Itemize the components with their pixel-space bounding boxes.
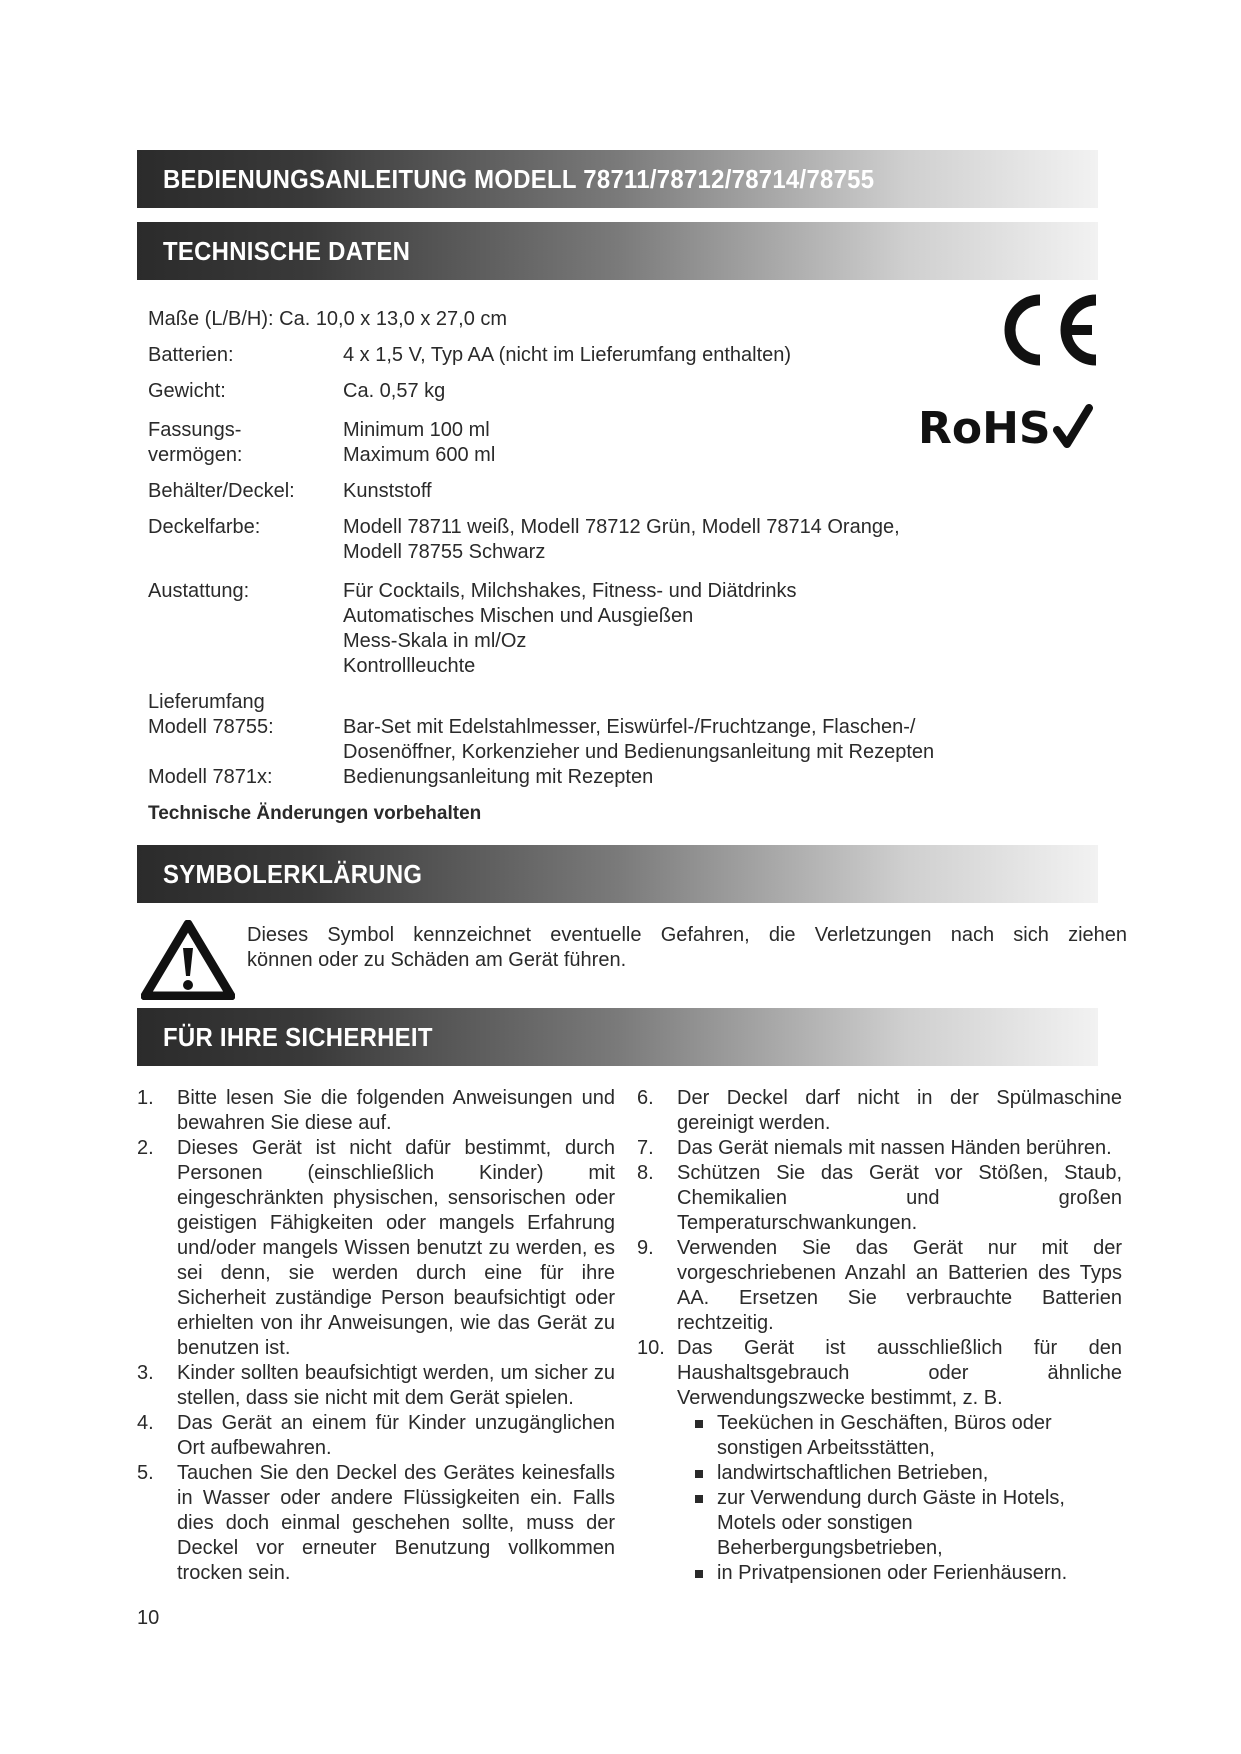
section-heading-technical bbox=[137, 222, 1098, 280]
spec-model-x-label: Modell 7871x: bbox=[148, 766, 273, 788]
list-item-text: Der Deckel darf nicht in der Spülmaschine gereinigt werden. bbox=[677, 1087, 1122, 1134]
list-item-number: 7. bbox=[637, 1137, 654, 1159]
page-number: 10 bbox=[137, 1607, 160, 1629]
list-item bbox=[137, 1361, 615, 1411]
spec-material-value: Kunststoff bbox=[343, 480, 432, 502]
warning-triangle-icon bbox=[141, 920, 235, 1000]
sub-list-item-text: landwirtschaftlichen Betrieben, bbox=[717, 1462, 989, 1484]
spec-delivery-label-1: Lieferumfang bbox=[148, 691, 265, 713]
checkmark-icon bbox=[1053, 404, 1093, 450]
ce-mark-icon bbox=[1000, 290, 1100, 370]
list-item bbox=[137, 1136, 615, 1361]
list-item-number: 5. bbox=[137, 1462, 154, 1484]
bullet-square-icon bbox=[695, 1420, 703, 1428]
document-title-banner bbox=[137, 150, 1098, 208]
list-item-number: 4. bbox=[137, 1412, 154, 1434]
spec-feature-item: Für Cocktails, Milchshakes, Fitness- und Diätdrinks bbox=[343, 580, 797, 602]
list-item-text: Das Gerät an einem für Kinder unzugänglichen Ort aufbewahren. bbox=[177, 1412, 615, 1459]
sub-list-item bbox=[637, 1561, 1122, 1586]
list-item bbox=[137, 1411, 615, 1461]
spec-color-label: Deckelfarbe: bbox=[148, 516, 261, 538]
list-item bbox=[637, 1161, 1122, 1236]
sub-list-item bbox=[637, 1461, 1122, 1486]
spec-delivery-label-2: Modell 78755: bbox=[148, 716, 274, 738]
sub-list-item-text: zur Verwendung durch Gäste in Hotels, Motels oder sonstigen Beherbergungsbetrieben, bbox=[717, 1487, 1065, 1559]
symbol-text-line-2: können oder zu Schäden am Gerät führen. bbox=[247, 949, 627, 971]
spec-note: Technische Änderungen vorbehalten bbox=[148, 803, 482, 824]
spec-capacity-label-1: Fassungs- bbox=[148, 419, 242, 441]
list-item-text: Bitte lesen Sie die folgenden Anweisungen und bewahren Sie diese auf. bbox=[177, 1087, 615, 1134]
list-item bbox=[137, 1461, 615, 1586]
spec-feature-item: Kontrollleuchte bbox=[343, 655, 476, 677]
list-item-number: 10. bbox=[637, 1337, 665, 1359]
spec-features-label: Austattung: bbox=[148, 580, 250, 602]
section-heading-safety bbox=[137, 1008, 1098, 1066]
spec-model-x-value: Bedienungsanleitung mit Rezepten bbox=[343, 766, 654, 788]
spec-delivery-value-2: Dosenöffner, Korkenzieher und Bedienungsanleitung mit Rezepten bbox=[343, 741, 935, 763]
list-item-number: 1. bbox=[137, 1087, 154, 1109]
sub-list-item bbox=[637, 1411, 1122, 1461]
list-item-number: 3. bbox=[137, 1362, 154, 1384]
rohs-mark bbox=[918, 404, 1093, 454]
spec-batteries-label: Batterien: bbox=[148, 344, 234, 366]
list-item-text: Tauchen Sie den Deckel des Gerätes keinesfalls in Wasser oder andere Flüssigkeiten ein. Falls dies doch einmal geschehen sollte, muss der Deckel vor erneuter Benutzung vollkommen trocken sein. bbox=[177, 1462, 615, 1584]
spec-weight-value: Ca. 0,57 kg bbox=[343, 380, 446, 402]
sub-list-item bbox=[637, 1486, 1122, 1561]
safety-list-left bbox=[137, 1086, 615, 1586]
list-item-number: 6. bbox=[637, 1087, 654, 1109]
spec-capacity-label-2: vermögen: bbox=[148, 444, 243, 466]
list-item-text: Schützen Sie das Gerät vor Stößen, Staub, Chemikalien und großen Temperaturschwankungen. bbox=[677, 1162, 1122, 1234]
section-heading-symbols-text: SYMBOLERKLÄRUNG bbox=[163, 859, 423, 889]
list-item-number: 8. bbox=[637, 1162, 654, 1184]
spec-capacity-value-2: Maximum 600 ml bbox=[343, 444, 496, 466]
list-item bbox=[637, 1236, 1122, 1336]
list-item-number: 9. bbox=[637, 1237, 654, 1259]
section-heading-safety-text: FÜR IHRE SICHERHEIT bbox=[163, 1022, 433, 1052]
symbol-text-line-1: Dieses Symbol kennzeichnet eventuelle Gefahren, die Verletzungen nach sich ziehen bbox=[247, 924, 1127, 946]
list-item bbox=[637, 1086, 1122, 1136]
spec-feature-item: Mess-Skala in ml/Oz bbox=[343, 630, 527, 652]
spec-delivery-value-1: Bar-Set mit Edelstahlmesser, Eiswürfel-/Fruchtzange, Flaschen-/ bbox=[343, 716, 916, 738]
spec-color-value-2: Modell 78755 Schwarz bbox=[343, 541, 546, 563]
list-item-text: Verwenden Sie das Gerät nur mit der vorgeschriebenen Anzahl an Batterien des Typs AA. Ersetzen Sie verbrauchte Batterien rechtzeitig. bbox=[677, 1237, 1122, 1334]
spec-color-value-1: Modell 78711 weiß, Modell 78712 Grün, Modell 78714 Orange, bbox=[343, 516, 900, 538]
rohs-mark-text: RoHS bbox=[918, 403, 1051, 454]
list-item-text: Kinder sollten beaufsichtigt werden, um sicher zu stellen, dass sie nicht mit dem Gerät spielen. bbox=[177, 1362, 615, 1409]
sub-list-item-text: Teeküchen in Geschäften, Büros oder sonstigen Arbeitsstätten, bbox=[717, 1412, 1052, 1459]
list-item bbox=[137, 1086, 615, 1136]
bullet-square-icon bbox=[695, 1570, 703, 1578]
document-title: BEDIENUNGSANLEITUNG MODELL 78711/78712/78714/78755 bbox=[163, 164, 875, 194]
safety-list-right bbox=[637, 1086, 1122, 1586]
spec-dimensions: Maße (L/B/H): Ca. 10,0 x 13,0 x 27,0 cm bbox=[148, 308, 508, 330]
list-item bbox=[637, 1136, 1122, 1161]
section-heading-symbols bbox=[137, 845, 1098, 903]
section-heading-technical-text: TECHNISCHE DATEN bbox=[163, 236, 411, 266]
list-item bbox=[637, 1336, 1122, 1411]
list-item-text: Das Gerät ist ausschließlich für den Haushaltsgebrauch oder ähnliche Verwendungszwecke bestimmt, z. B. bbox=[677, 1337, 1122, 1409]
spec-material-label: Behälter/Deckel: bbox=[148, 480, 295, 502]
sub-list-item-text: in Privatpensionen oder Ferienhäusern. bbox=[717, 1562, 1068, 1584]
spec-weight-label: Gewicht: bbox=[148, 380, 226, 402]
list-item-number: 2. bbox=[137, 1137, 154, 1159]
bullet-square-icon bbox=[695, 1470, 703, 1478]
spec-batteries-value: 4 x 1,5 V, Typ AA (nicht im Lieferumfang enthalten) bbox=[343, 344, 792, 366]
spec-capacity-value-1: Minimum 100 ml bbox=[343, 419, 490, 441]
list-item-text: Dieses Gerät ist nicht dafür bestimmt, durch Personen (einschließlich Kinder) mit eingeschränkten physischen, sensorischen oder geistigen Fähigkeiten oder mangels Erfahrung und/oder mangels Wissen benutzt zu werden, es sei denn, sie werden durch eine für ihre Sicherheit zuständige Person beaufsichtigt oder erhielten von ihr Anweisungen, wie das Gerät zu benutzen ist. bbox=[177, 1137, 615, 1359]
spec-feature-item: Automatisches Mischen und Ausgießen bbox=[343, 605, 694, 627]
list-item-text: Das Gerät niemals mit nassen Händen berühren. bbox=[677, 1137, 1112, 1159]
bullet-square-icon bbox=[695, 1495, 703, 1503]
